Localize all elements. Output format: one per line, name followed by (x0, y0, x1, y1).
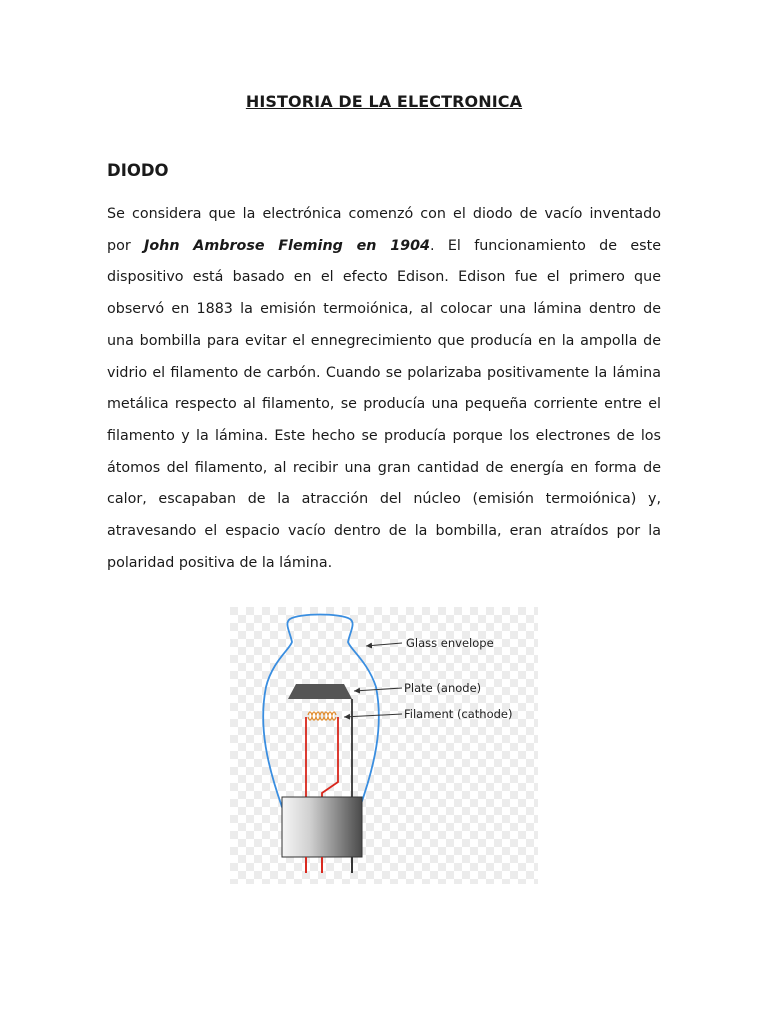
body-paragraph (107, 199, 661, 579)
paragraph-text-end: . El funcionamiento de este dispositivo está basado en el efecto Edison. Edison fue el primero que observó en 1883 la emisión termoiónica, al colocar una lámina dentro de una bombilla para evitar el ennegrecimiento que producía en la ampolla de vidrio el filamento de carbón. Cuando se polarizaba positivamente la lámina metálica respecto al filamento, se producía una pequeña corriente entre el filamento y la lámina. Este hecho se producía porque los electrones de los átomos del filamento, al recibir una gran cantidad de energía en forma de calor, escapaban de la atracción del núcleo (emisión termoiónica) y, atravesando el espacio vacío dentro de la bombilla, eran atraídos por la polaridad positiva de la lámina. (107, 237, 661, 571)
filament-label: Filament (cathode) (404, 707, 513, 721)
paragraph-text-start: Se considera que la electrónica comenzó con el diodo de vacío inventado por (107, 206, 661, 254)
glass-envelope-label: Glass envelope (406, 636, 494, 650)
paragraph-emphasis: John Ambrose Fleming en 1904 (144, 237, 431, 254)
plate-label: Plate (anode) (404, 681, 482, 695)
vacuum-diode-figure (230, 607, 538, 884)
section-heading: DIODO (107, 161, 169, 180)
plate-anode-shape (288, 684, 352, 699)
tube-base (282, 797, 362, 857)
vacuum-diode-diagram (230, 607, 538, 884)
document-title: HISTORIA DE LA ELECTRONICA (245, 92, 523, 111)
